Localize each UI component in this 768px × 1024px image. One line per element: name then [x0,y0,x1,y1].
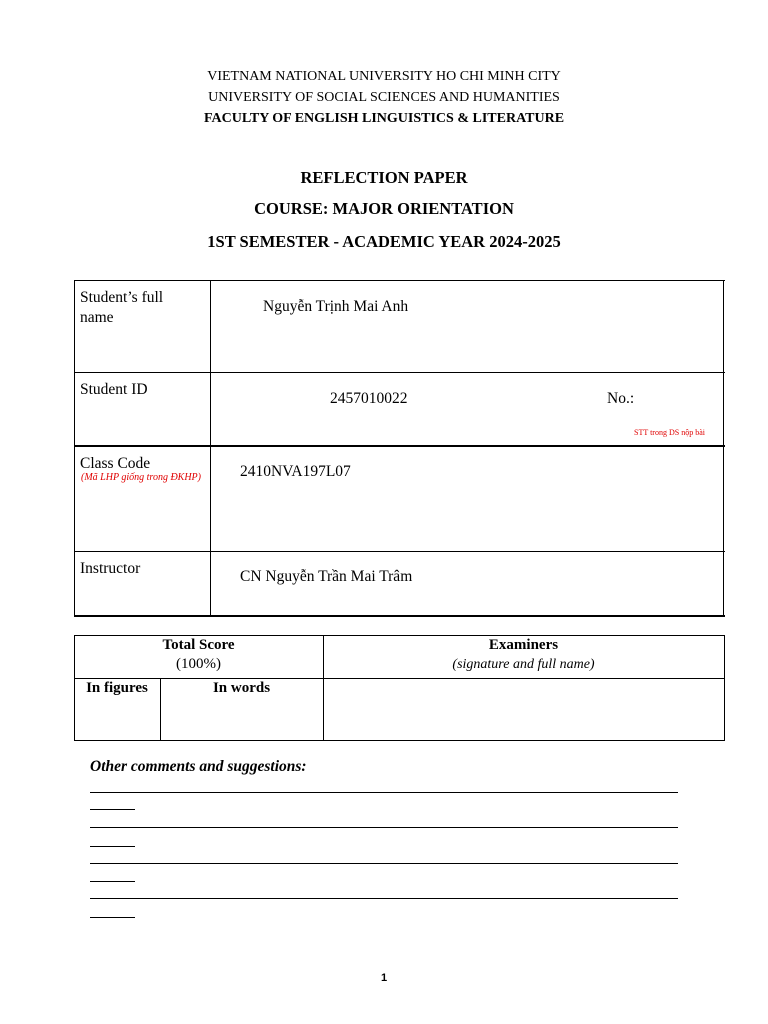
comment-line [90,792,678,793]
table-border [724,635,725,741]
name-label-line1: Student’s full [80,289,164,306]
comment-line [90,863,678,864]
comment-line [90,881,135,882]
comment-line [90,809,135,810]
table-border [74,635,725,636]
table-border [74,678,725,679]
faculty-name: FACULTY OF ENGLISH LINGUISTICS & LITERATURE [203,111,565,126]
page-number: 1 [380,972,388,984]
school-name: UNIVERSITY OF SOCIAL SCIENCES AND HUMANITIES [208,90,560,105]
table-border [74,615,725,617]
examiners-note: (signature and full name) [452,657,595,672]
class-code-label: Class Code [80,455,151,472]
comment-line [90,898,678,899]
table-border [723,280,724,617]
student-info-table [74,280,725,617]
in-figures-header: In figures [86,680,148,696]
comments-label: Other comments and suggestions: [90,758,307,775]
student-id-value: 2457010022 [330,390,408,407]
name-label-line2: name [80,309,114,326]
table-border [74,280,725,281]
total-score-percent: (100%) [176,656,221,672]
student-id-label: Student ID [80,381,148,398]
instructor-label: Instructor [80,560,141,577]
score-table [74,635,725,741]
total-score-header: Total Score [162,637,235,653]
comment-line [90,917,135,918]
university-name: VIETNAM NATIONAL UNIVERSITY HO CHI MINH CITY [207,69,561,84]
class-code-note: (Mã LHP giống trong ĐKHP) [81,472,201,483]
table-border [74,551,725,552]
in-words-header: In words [212,680,271,696]
table-border [74,280,75,617]
table-border [74,740,725,741]
semester-title: 1ST SEMESTER - ACADEMIC YEAR 2024-2025 [207,232,561,251]
student-name-value: Nguyễn Trịnh Mai Anh [263,298,409,315]
class-code-value: 2410NVA197L07 [240,463,351,480]
table-border [74,372,725,373]
number-note: STT trong DS nộp bài [634,428,705,437]
instructor-value: CN Nguyễn Trần Mai Trâm [240,568,413,585]
examiners-header: Examiners [488,637,559,653]
comment-line [90,827,678,828]
course-title: COURSE: MAJOR ORIENTATION [254,199,514,218]
number-label: No.: [607,390,635,407]
table-border [74,445,725,447]
comment-line [90,846,135,847]
paper-title: REFLECTION PAPER [300,168,468,187]
table-border [210,280,211,617]
